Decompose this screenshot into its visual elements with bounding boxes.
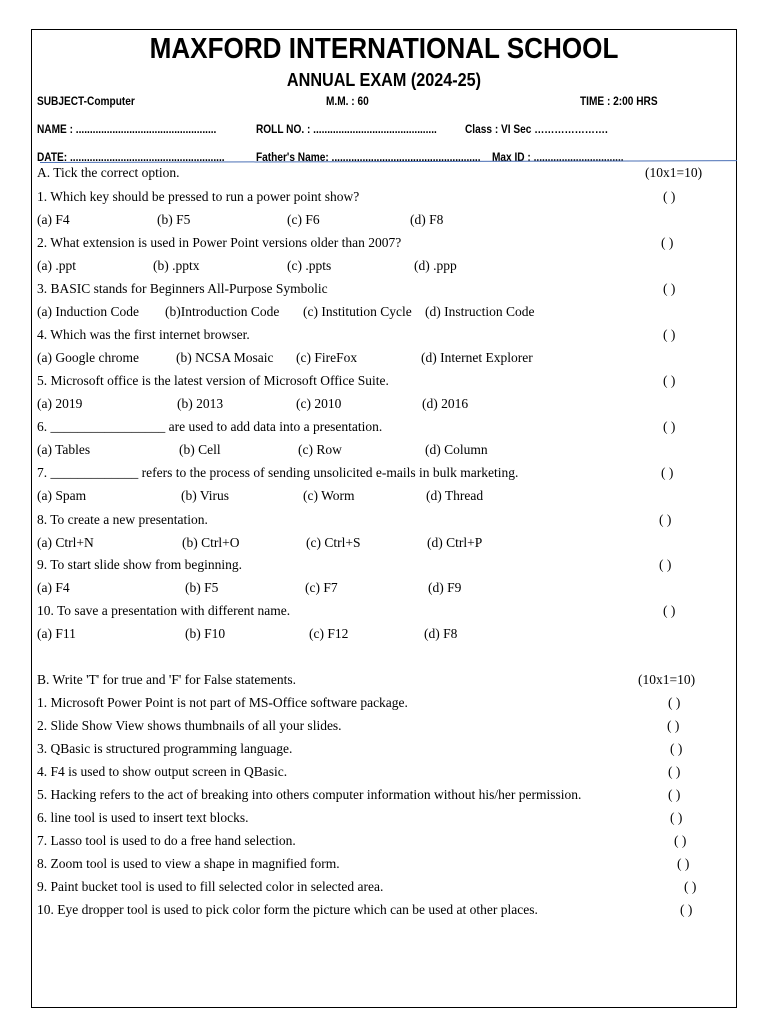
option-a: (a) Induction Code xyxy=(37,304,139,319)
answer-box[interactable]: ( ) xyxy=(668,695,681,710)
answer-box[interactable]: ( ) xyxy=(663,419,676,434)
statement-text: 6. line tool is used to insert text blocks. xyxy=(37,810,249,825)
option-c: (c) F12 xyxy=(309,626,349,641)
question-text: 4. Which was the first internet browser. xyxy=(37,327,250,342)
option-b: (b) F5 xyxy=(185,580,219,595)
option-c: (c) Row xyxy=(298,442,342,457)
max-marks-label: M.M. : 60 xyxy=(326,96,369,108)
answer-box[interactable]: ( ) xyxy=(674,833,687,848)
option-a: (a) Ctrl+N xyxy=(37,535,94,550)
answer-box[interactable]: ( ) xyxy=(661,465,674,480)
statement-text: 10. Eye dropper tool is used to pick color form the picture which can be used at other places. xyxy=(37,902,538,917)
option-a: (a) F11 xyxy=(37,626,76,641)
answer-box[interactable]: ( ) xyxy=(668,764,681,779)
option-a: (a) 2019 xyxy=(37,396,83,411)
option-d: (d) F8 xyxy=(424,626,458,641)
answer-box[interactable]: ( ) xyxy=(668,787,681,802)
question-text: 10. To save a presentation with different name. xyxy=(37,603,291,618)
section-b-heading: B. Write 'T' for true and 'F' for False statements. xyxy=(37,672,297,687)
section-a-marks: (10x1=10) xyxy=(645,165,703,180)
option-b: (b)Introduction Code xyxy=(165,304,280,319)
option-d: (d) Thread xyxy=(426,488,484,503)
option-c: (c) Institution Cycle xyxy=(303,304,412,319)
name-field: NAME : .................................................. xyxy=(37,124,217,136)
statement-text: 4. F4 is used to show output screen in QBasic. xyxy=(37,764,288,779)
option-a: (a) .ppt xyxy=(37,258,76,273)
answer-box[interactable]: ( ) xyxy=(663,281,676,296)
answer-box[interactable]: ( ) xyxy=(663,327,676,342)
option-d: (d) Ctrl+P xyxy=(427,535,483,550)
statement-text: 9. Paint bucket tool is used to fill selected color in selected area. xyxy=(37,879,384,894)
school-name: MAXFORD INTERNATIONAL SCHOOL xyxy=(149,33,619,65)
max-id-field: Max ID : ................................ xyxy=(492,152,624,164)
option-d: (d) 2016 xyxy=(422,396,469,411)
question-text: 1. Which key should be pressed to run a power point show? xyxy=(37,189,360,204)
statement-text: 8. Zoom tool is used to view a shape in magnified form. xyxy=(37,856,340,871)
option-b: (b) Ctrl+O xyxy=(182,535,240,550)
option-a: (a) Tables xyxy=(37,442,91,457)
option-c: (c) .ppts xyxy=(287,258,332,273)
class-sec-field: Class : VI Sec …………………. xyxy=(465,124,608,136)
exam-title: ANNUAL EXAM (2024-25) xyxy=(286,70,482,90)
question-text: 3. BASIC stands for Beginners All-Purpose Symbolic xyxy=(37,281,328,296)
statement-text: 7. Lasso tool is used to do a free hand selection. xyxy=(37,833,296,848)
answer-box[interactable]: ( ) xyxy=(659,512,672,527)
question-text: 5. Microsoft office is the latest version of Microsoft Office Suite. xyxy=(37,373,389,388)
option-c: (c) F7 xyxy=(305,580,338,595)
time-label: TIME : 2:00 HRS xyxy=(580,96,658,108)
statement-text: 5. Hacking refers to the act of breaking into others computer information without his/her permission. xyxy=(37,787,582,802)
option-b: (b) F5 xyxy=(157,212,191,227)
option-a: (a) Google chrome xyxy=(37,350,139,365)
statement-text: 1. Microsoft Power Point is not part of MS-Office software package. xyxy=(37,695,408,710)
option-a: (a) Spam xyxy=(37,488,87,503)
option-b: (b) Virus xyxy=(181,488,230,503)
option-c: (c) Ctrl+S xyxy=(306,535,361,550)
answer-box[interactable]: ( ) xyxy=(684,879,697,894)
answer-box[interactable]: ( ) xyxy=(677,856,690,871)
option-a: (a) F4 xyxy=(37,580,70,595)
option-c: (c) Worm xyxy=(303,488,355,503)
fathers-name-field: Father's Name: ..................................................... xyxy=(256,152,481,164)
question-text: 7. _____________ refers to the process of sending unsolicited e-mails in bulk marketing. xyxy=(37,465,519,480)
option-c: (c) 2010 xyxy=(296,396,342,411)
question-text: 6. _________________ are used to add data into a presentation. xyxy=(37,419,383,434)
answer-box[interactable]: ( ) xyxy=(659,557,672,572)
answer-box[interactable]: ( ) xyxy=(680,902,693,917)
option-b: (b) .pptx xyxy=(153,258,200,273)
section-a-heading: A. Tick the correct option. xyxy=(37,165,180,180)
option-a: (a) F4 xyxy=(37,212,70,227)
answer-box[interactable]: ( ) xyxy=(663,373,676,388)
statement-text: 3. QBasic is structured programming language. xyxy=(37,741,293,756)
option-d: (d) Internet Explorer xyxy=(421,350,533,365)
answer-box[interactable]: ( ) xyxy=(667,718,680,733)
option-c: (c) FireFox xyxy=(296,350,358,365)
answer-box[interactable]: ( ) xyxy=(663,603,676,618)
section-b-marks: (10x1=10) xyxy=(638,672,696,687)
option-b: (b) Cell xyxy=(179,442,221,457)
roll-no-field: ROLL NO. : ............................................ xyxy=(256,124,437,136)
statement-text: 2. Slide Show View shows thumbnails of all your slides. xyxy=(37,718,342,733)
question-text: 9. To start slide show from beginning. xyxy=(37,557,243,572)
option-d: (d) Column xyxy=(425,442,488,457)
answer-box[interactable]: ( ) xyxy=(670,741,683,756)
answer-box[interactable]: ( ) xyxy=(661,235,674,250)
option-b: (b) F10 xyxy=(185,626,226,641)
question-text: 8. To create a new presentation. xyxy=(37,512,208,527)
option-d: (d) .ppp xyxy=(414,258,457,273)
option-d: (d) Instruction Code xyxy=(425,304,535,319)
option-d: (d) F9 xyxy=(428,580,462,595)
question-text: 2. What extension is used in Power Point versions older than 2007? xyxy=(37,235,402,250)
option-b: (b) 2013 xyxy=(177,396,224,411)
answer-box[interactable]: ( ) xyxy=(663,189,676,204)
answer-box[interactable]: ( ) xyxy=(670,810,683,825)
subject-label: SUBJECT-Computer xyxy=(37,96,135,108)
option-b: (b) NCSA Mosaic xyxy=(176,350,274,365)
date-field: DATE: ....................................................... xyxy=(37,152,225,164)
option-c: (c) F6 xyxy=(287,212,320,227)
option-d: (d) F8 xyxy=(410,212,444,227)
